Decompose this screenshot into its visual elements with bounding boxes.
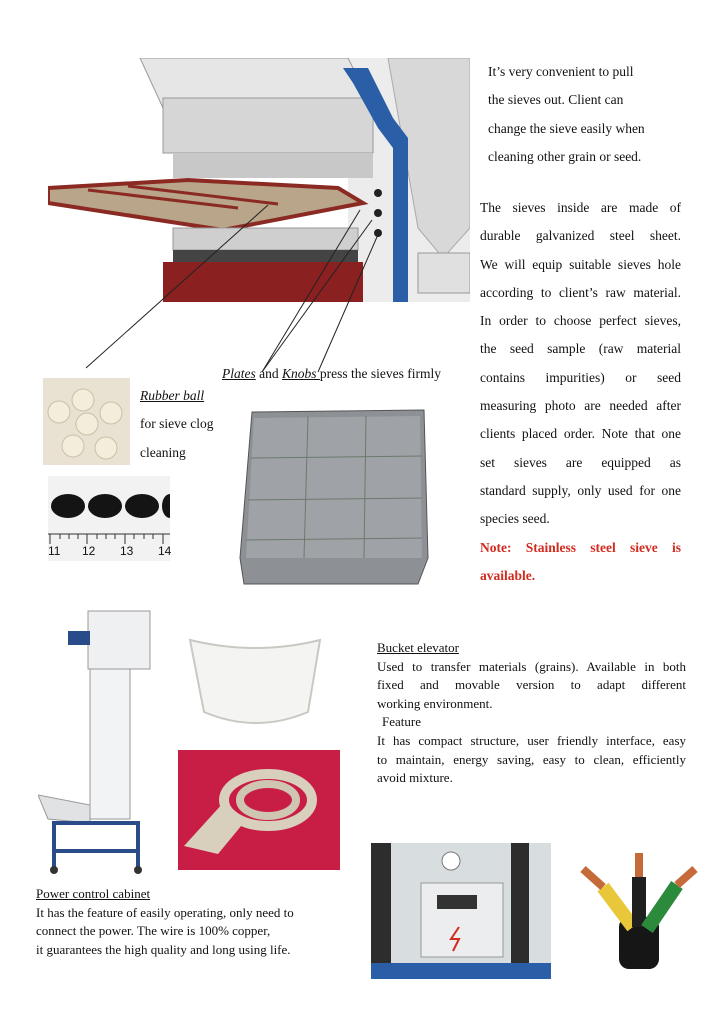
text-line: the sieves out. Client can [488,92,624,108]
text-line: We will equip suitable sieves hole [480,256,681,272]
text-line: to maintain, energy saving, easy to clean, efficiently [377,751,686,767]
text-line: It has the feature of easily operating, only need to [36,904,294,920]
text-line: Used to transfer materials (grains). Available in both [377,658,686,674]
rubber-ball-line: cleaning [140,444,186,460]
power-cabinet-text [36,885,356,959]
text-line: connect the power. The wire is 100% copper, [36,923,271,939]
bucket-elevator-photo [38,605,158,877]
plates-label: Plates [222,366,256,381]
feature-title: Feature [382,714,421,730]
bucket-photo [186,636,324,736]
ruler-tick-label: 14 [158,544,172,558]
rubber-ball-title: Rubber ball [140,388,205,403]
note-line: available. [480,567,536,583]
knobs-label: Knobs [282,366,320,381]
control-cabinet-photo [371,843,551,979]
text-line: working environment. [377,695,493,711]
sieve-paragraph [480,194,681,590]
rubber-ball-photo [43,378,130,465]
text-line: The sieves inside are made of [480,200,681,215]
text-line: In order to choose perfect sieves, [480,313,681,329]
text-line: species seed. [480,511,550,527]
power-cabinet-title: Power control cabinet [36,886,151,901]
text-line: according to client’s raw material. [480,284,681,300]
text-line: measuring photo are needed after [480,398,681,414]
ruler-tick-label: 13 [120,544,134,558]
caption-rest: press the sieves firmly [319,366,441,381]
bucket-elevator-text [377,639,686,788]
text-line: clients placed order. Note that one [480,426,681,442]
text-line: avoid mixture. [377,770,453,786]
copper-wire-photo [563,847,705,969]
text-line: It has compact structure, user friendly interface, easy [377,732,686,748]
text-line: it guarantees the high quality and long using life. [36,941,291,957]
text-line: the seed sample (raw material [480,341,681,357]
ruler-tick-label: 11 [48,544,61,558]
rubber-ball-line: for sieve clog [140,416,214,432]
top-right-text [488,58,688,171]
belt-photo [178,750,340,870]
text-line: standard supply, only used for one [480,482,681,498]
text-line: change the sieve easily when [488,120,645,136]
sieve-sheet-photo [238,408,431,586]
bucket-elevator-title: Bucket elevator [377,640,459,655]
text-line: contains impurities) or seed [480,369,681,385]
and-label: and [255,366,282,381]
text-line: durable galvanized steel sheet. [480,228,681,244]
black-balls-photo [48,476,170,561]
text-line: fixed and movable version to adapt different [377,677,686,693]
note-line: Note: Stainless steel sieve is [480,539,681,555]
text-line: set sieves are equipped as [480,454,681,470]
text-line: It’s very convenient to pull [488,64,634,79]
text-line: cleaning other grain or seed. [488,148,642,164]
ruler-tick-label: 12 [82,544,96,558]
rubber-ball-caption [140,382,213,467]
plates-knobs-caption [222,360,441,388]
